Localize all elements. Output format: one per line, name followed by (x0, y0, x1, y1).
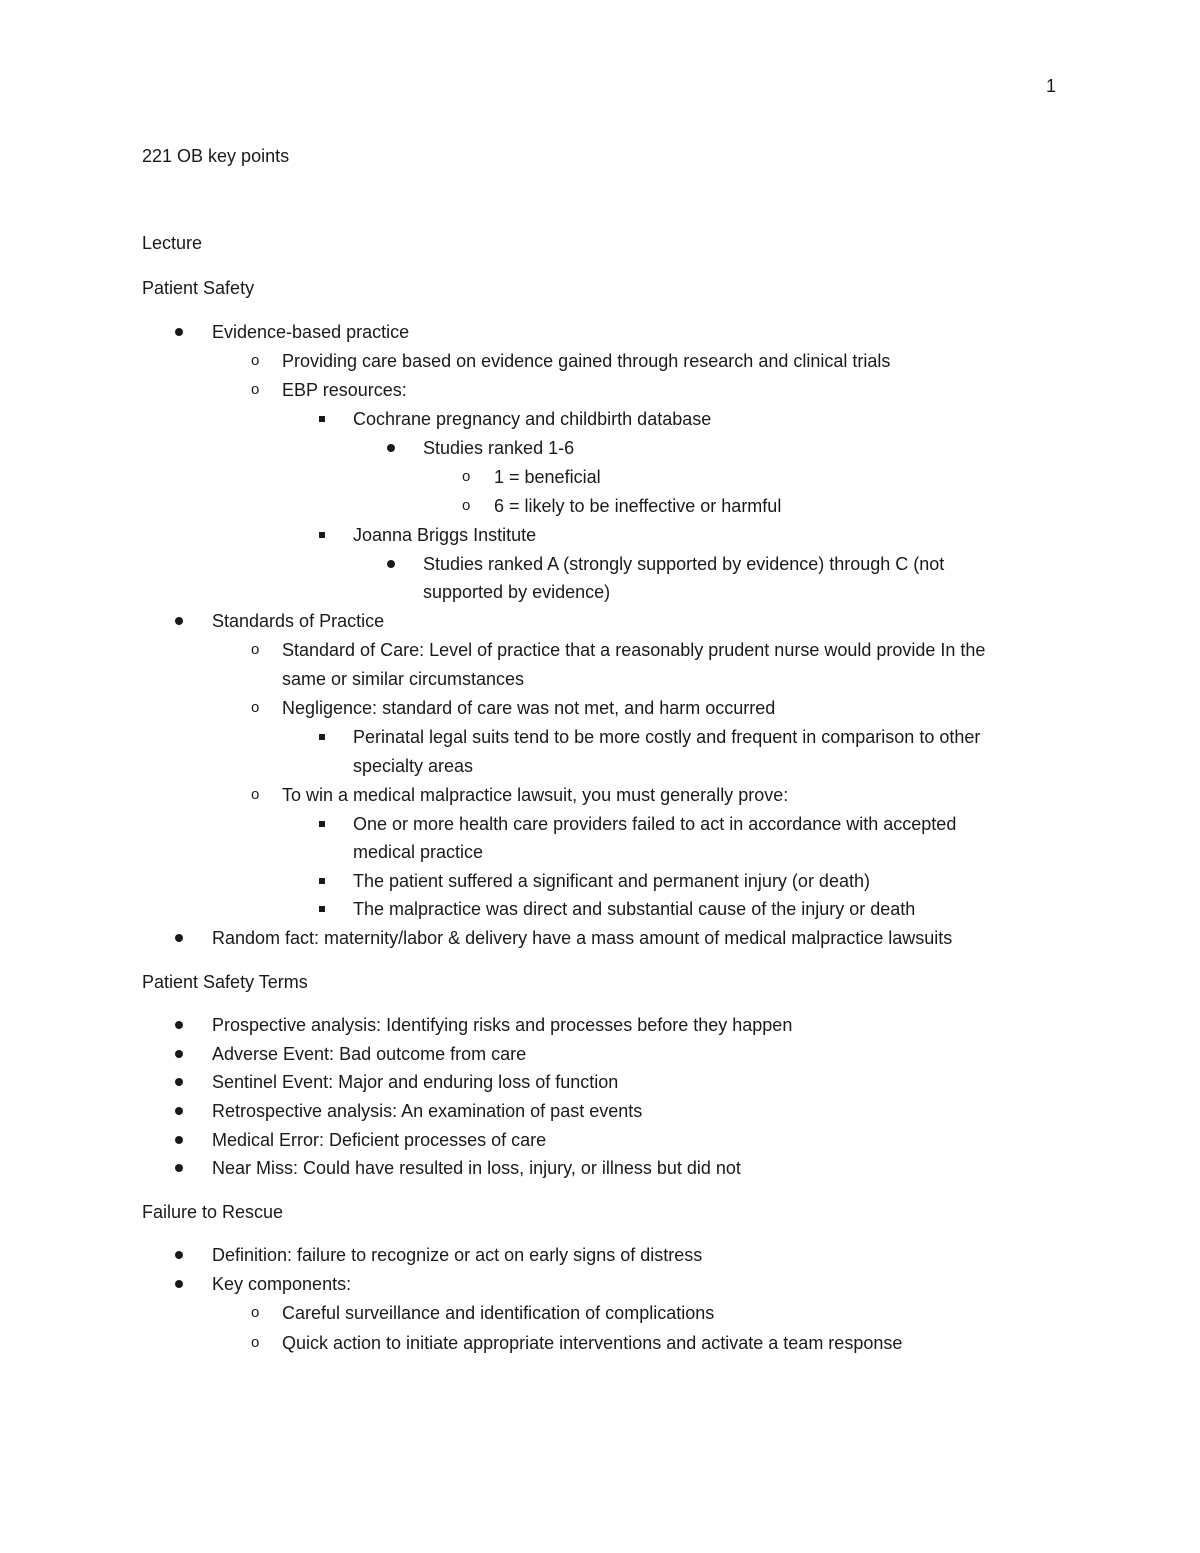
list-item-continuation: supported by evidence) (423, 582, 611, 602)
list-item: The patient suffered a significant and permanent injury (or death) (353, 871, 870, 891)
list-item: Studies ranked A (strongly supported by evidence) through C (not (423, 554, 945, 574)
list-item: Prospective analysis: Identifying risks and processes before they happen (212, 1015, 793, 1035)
bullet-icon (175, 1136, 183, 1144)
list-item: Medical Error: Deficient processes of care (212, 1130, 547, 1150)
list-item: Standards of Practice (212, 611, 385, 631)
bullet-icon (175, 1251, 183, 1259)
list-item: EBP resources: (282, 380, 407, 400)
square-bullet-icon (319, 906, 325, 912)
list-item: Providing care based on evidence gained through research and clinical trials (282, 351, 891, 371)
list-item: Sentinel Event: Major and enduring loss of function (212, 1072, 619, 1092)
square-bullet-icon (319, 416, 325, 422)
list-item: Joanna Briggs Institute (353, 525, 537, 545)
circle-bullet-icon: o (251, 381, 260, 398)
heading-patient-safety-terms: Patient Safety Terms (142, 972, 308, 992)
list-item: Quick action to initiate appropriate interventions and activate a team response (282, 1333, 903, 1353)
list-item: Random fact: maternity/labor & delivery have a mass amount of medical malpractice lawsuits (212, 928, 953, 948)
circle-bullet-icon: o (251, 1304, 260, 1321)
bullet-icon (175, 328, 183, 336)
bullet-icon (175, 1280, 183, 1288)
list-item-continuation: medical practice (353, 842, 484, 862)
document-title: 221 OB key points (142, 146, 290, 166)
bullet-icon (175, 1164, 183, 1172)
list-item: Perinatal legal suits tend to be more costly and frequent in comparison to other (353, 727, 981, 747)
bullet-icon (387, 444, 395, 452)
list-item: Negligence: standard of care was not met, and harm occurred (282, 698, 776, 718)
list-item: Studies ranked 1-6 (423, 438, 575, 458)
list-item: One or more health care providers failed to act in accordance with accepted (353, 814, 957, 834)
list-item: Standard of Care: Level of practice that a reasonably prudent nurse would provide In the (282, 640, 986, 660)
page-number: 1 (1046, 76, 1057, 96)
square-bullet-icon (319, 734, 325, 740)
circle-bullet-icon: o (251, 641, 260, 658)
list-item: 6 = likely to be ineffective or harmful (494, 496, 782, 516)
circle-bullet-icon: o (251, 786, 260, 803)
square-bullet-icon (319, 532, 325, 538)
circle-bullet-icon: o (251, 352, 260, 369)
bullet-icon (175, 1050, 183, 1058)
heading-lecture: Lecture (142, 233, 203, 253)
list-item: Cochrane pregnancy and childbirth database (353, 409, 712, 429)
list-item: Adverse Event: Bad outcome from care (212, 1044, 527, 1064)
circle-bullet-icon: o (462, 497, 471, 514)
list-item: Retrospective analysis: An examination of past events (212, 1101, 643, 1121)
list-item: Evidence-based practice (212, 322, 410, 342)
square-bullet-icon (319, 878, 325, 884)
list-item: The malpractice was direct and substantial cause of the injury or death (353, 899, 916, 919)
bullet-icon (175, 1021, 183, 1029)
bullet-icon (175, 617, 183, 625)
circle-bullet-icon: o (251, 1334, 260, 1351)
list-item: To win a medical malpractice lawsuit, you must generally prove: (282, 785, 789, 805)
bullet-icon (175, 1107, 183, 1115)
bullet-icon (175, 1078, 183, 1086)
list-item: Near Miss: Could have resulted in loss, injury, or illness but did not (212, 1158, 741, 1178)
square-bullet-icon (319, 821, 325, 827)
circle-bullet-icon: o (462, 468, 471, 485)
circle-bullet-icon: o (251, 699, 260, 716)
heading-patient-safety: Patient Safety (142, 278, 255, 298)
bullet-icon (387, 560, 395, 568)
list-item: 1 = beneficial (494, 467, 601, 487)
heading-failure-to-rescue: Failure to Rescue (142, 1202, 284, 1222)
list-item: Careful surveillance and identification of complications (282, 1303, 715, 1323)
list-item: Definition: failure to recognize or act on early signs of distress (212, 1245, 703, 1265)
list-item-continuation: same or similar circumstances (282, 669, 525, 689)
list-item: Key components: (212, 1274, 352, 1294)
list-item-continuation: specialty areas (353, 756, 474, 776)
bullet-icon (175, 934, 183, 942)
